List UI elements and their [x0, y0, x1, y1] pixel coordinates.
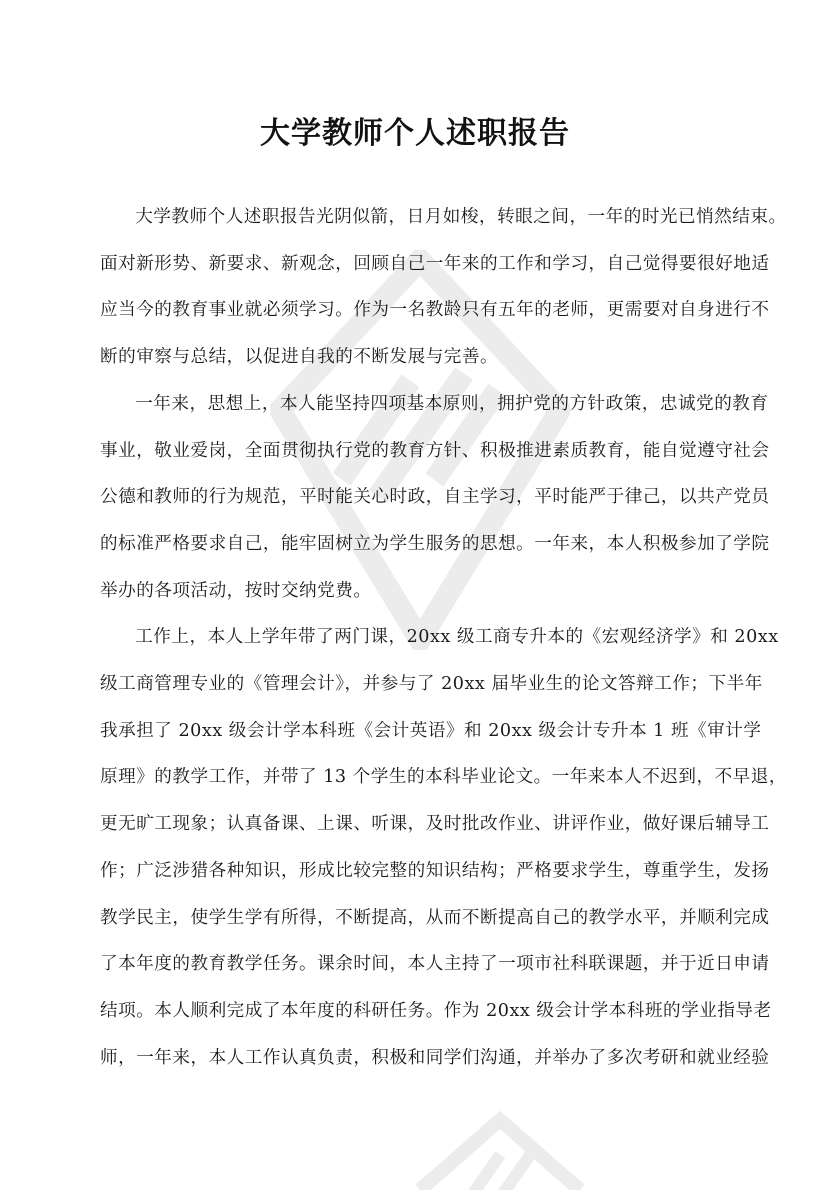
paragraph-work — [100, 614, 787, 1081]
text-line: 断的审察与总结，以促进自我的不断发展与完善。 — [100, 347, 499, 368]
text-line: 教学民主，使学生学有所得，不断提高，从而不断提高自己的教学水平，并顺利完成 — [100, 907, 770, 928]
text-line: 结项。本人顺利完成了本年度的科研任务。作为 20xx 级会计学本科班的学业指导老 — [100, 1000, 772, 1021]
text-line: 我承担了 20xx 级会计学本科班《会计英语》和 20xx 级会计专升本 1 班《审计学 — [100, 720, 762, 741]
text-line: 工作上，本人上学年带了两门课，20xx 级工商专升本的《宏观经济学》和 20xx — [135, 627, 779, 648]
document-body — [100, 194, 787, 1081]
document-title: 大学教师个人述职报告 — [260, 116, 570, 151]
paragraph-ideology — [100, 381, 770, 615]
text-line: 事业，敬业爱岗，全面贯彻执行党的教育方针、积极推进素质教育，能自觉遵守社会 — [100, 440, 770, 461]
paragraph-intro — [100, 194, 787, 381]
text-line: 作；广泛涉猎各种知识，形成比较完整的知识结构；严格要求学生，尊重学生，发扬 — [100, 860, 770, 881]
text-line: 应当今的教育事业就必须学习。作为一名教龄只有五年的老师，更需要对自身进行不 — [100, 300, 770, 321]
text-line: 师，一年来，本人工作认真负责，积极和同学们沟通，并举办了多次考研和就业经验 — [100, 1047, 770, 1068]
text-line: 公德和教师的行为规范，平时能关心时政，自主学习，平时能严于律己，以共产党员 — [100, 487, 770, 508]
watermark-bottom-icon — [410, 1110, 590, 1190]
text-line: 一年来，思想上，本人能坚持四项基本原则，拥护党的方针政策，忠诚党的教育 — [135, 393, 769, 414]
text-line: 大学教师个人述职报告光阴似箭，日月如梭，转眼之间，一年的时光已悄然结束。 — [135, 207, 787, 227]
text-line: 的标准严格要求自己，能牢固树立为学生服务的思想。一年来，本人积极参加了学院 — [100, 533, 770, 554]
text-line: 举办的各项活动，按时交纳党费。 — [100, 580, 372, 601]
text-line: 面对新形势、新要求、新观念，回顾自己一年来的工作和学习，自己觉得要很好地适 — [100, 253, 770, 274]
text-line: 更无旷工现象；认真备课、上课、听课，及时批改作业、讲评作业，做好课后辅导工 — [100, 814, 770, 835]
text-line: 了本年度的教育教学任务。课余时间，本人主持了一项市社科联课题，并于近日申请 — [100, 954, 770, 975]
text-line: 原理》的教学工作，并带了 13 个学生的本科毕业论文。一年来本人不迟到，不早退， — [100, 767, 787, 788]
text-line: 级工商管理专业的《管理会计》，并参与了 20xx 届毕业生的论文答辩工作；下半年 — [100, 674, 763, 695]
